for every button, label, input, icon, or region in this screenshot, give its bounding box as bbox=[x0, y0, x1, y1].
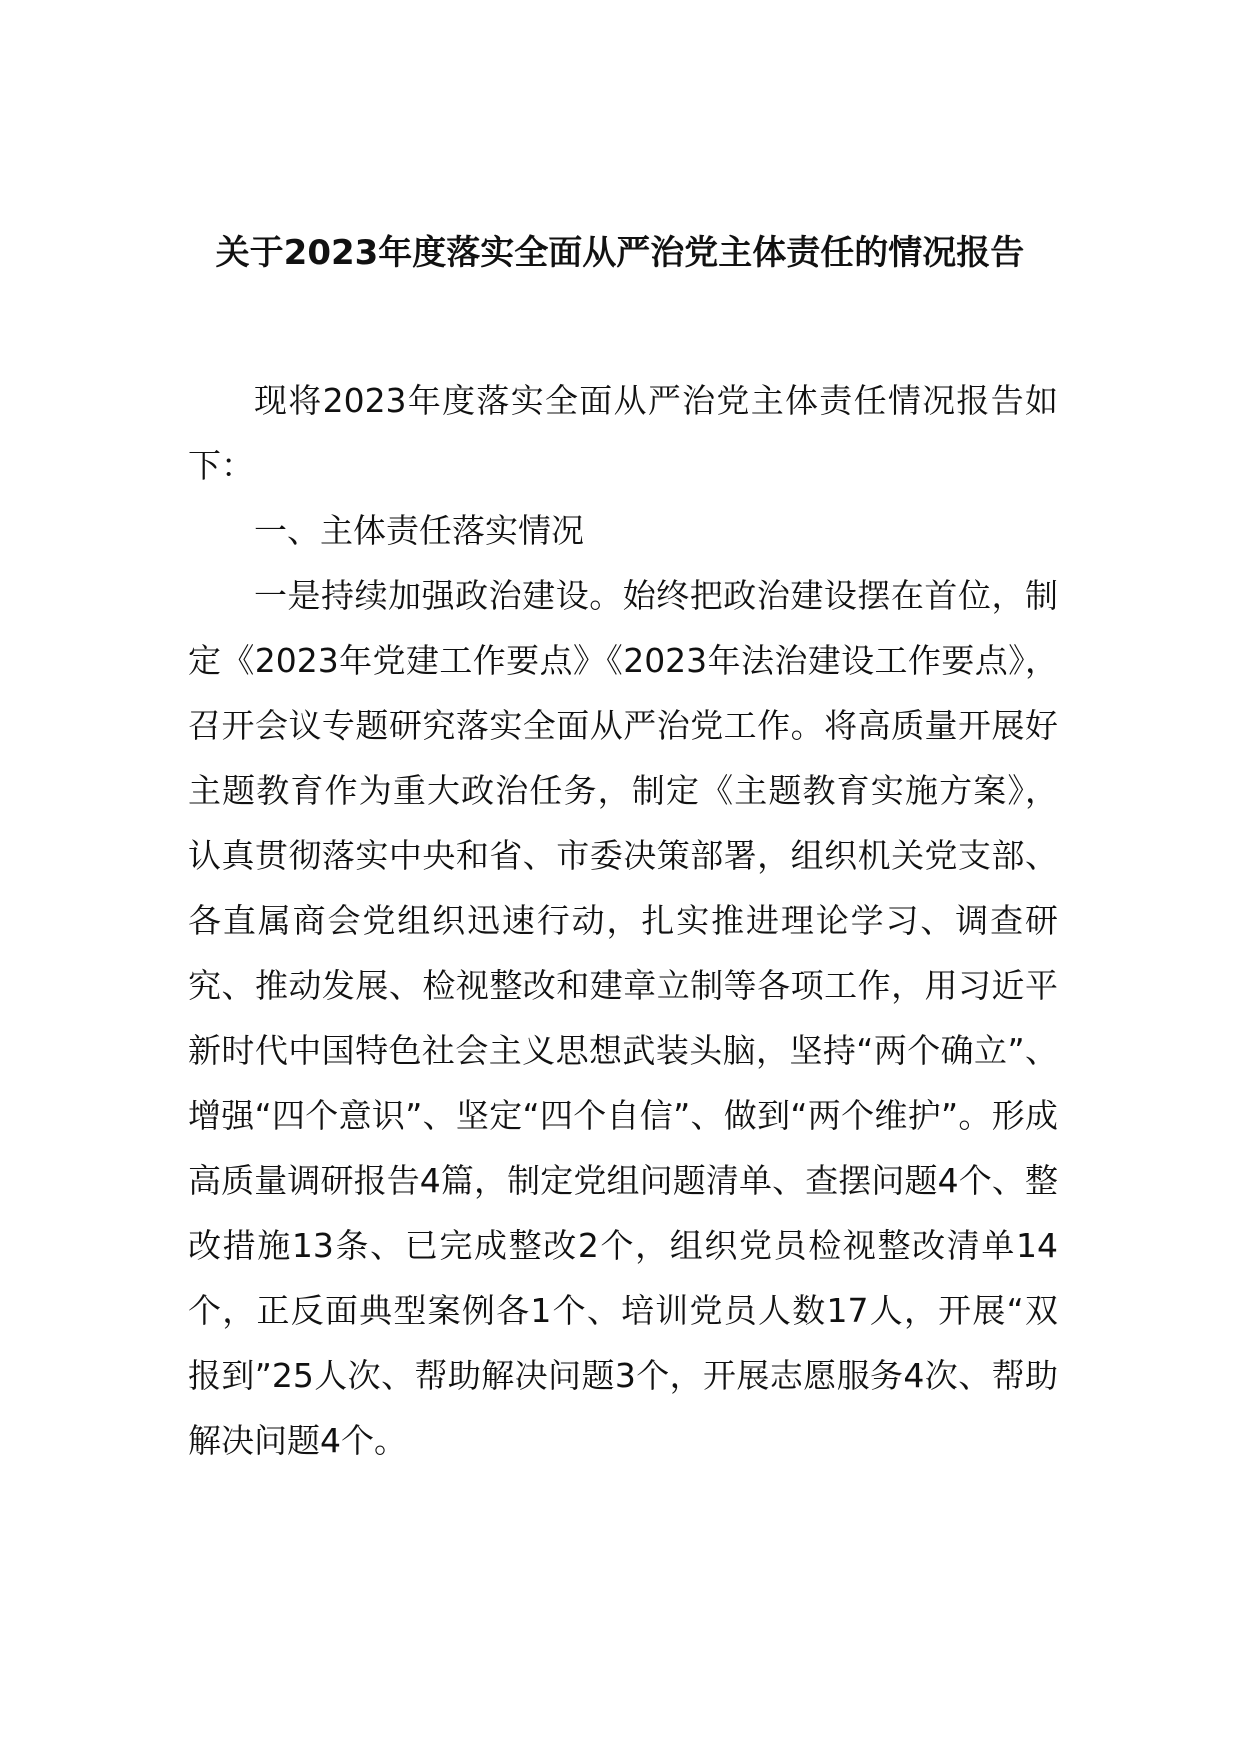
section-heading: 一、主体责任落实情况 bbox=[254, 511, 584, 550]
document-title: 关于2023年度落实全面从严治党主体责任的情况报告 bbox=[215, 232, 1025, 273]
intro-paragraph: 现将2023年度落实全面从严治党主体责任情况报告如下： bbox=[188, 381, 1058, 485]
document-body bbox=[188, 368, 1058, 1473]
body-paragraph: 一是持续加强政治建设。始终把政治建设摆在首位，制定《2023年党建工作要点》《2023年法治建设工作要点》，召开会议专题研究落实全面从严治党工作。将高质量开展好主题教育作为重大政治任务，制定《主题教育实施方案》，认真贯彻落实中央和省、市委决策部署，组织机关党支部、各直属商会党组织迅速行动，扎实推进理论学习、调查研究、推动发展、检视整改和建章立制等各项工作，用习近平新时代中国特色社会主义思想武装头脑，坚持“两个确立”、增强“四个意识”、坚定“四个自信”、做到“两个维护”。形成高质量调研报告4篇，制定党组问题清单、查摆问题4个、整改措施13条、已完成整改2个，组织党员检视整改清单14个，正反面典型案例各1个、培训党员人数17人，开展“双报到”25人次、帮助解决问题3个，开展志愿服务4次、帮助解决问题4个。 bbox=[188, 576, 1058, 1460]
